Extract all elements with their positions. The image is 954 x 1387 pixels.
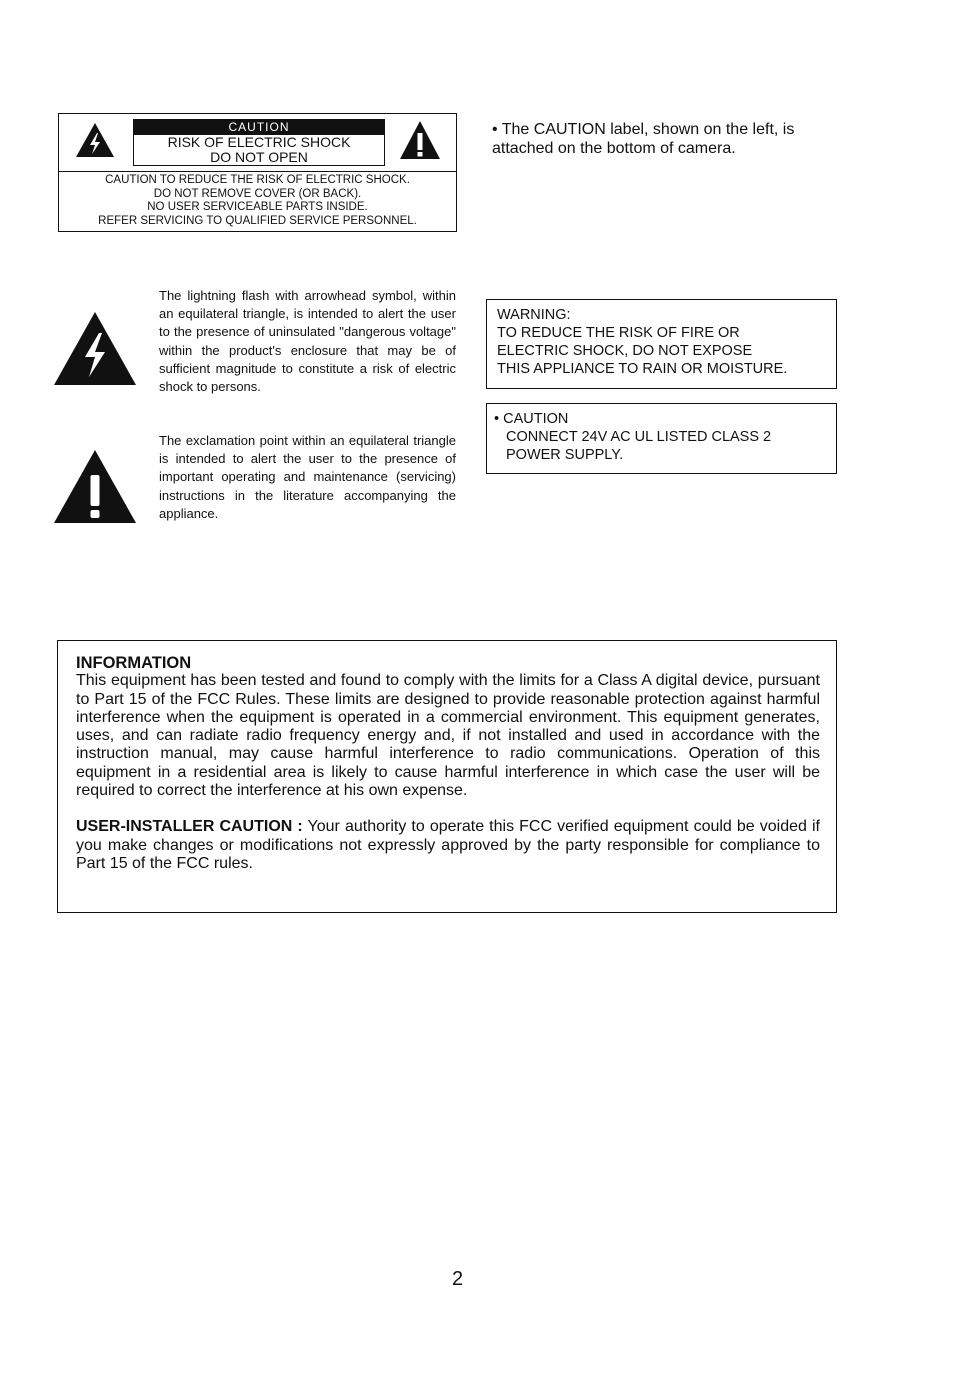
information-box: [57, 640, 837, 913]
user-installer-caution-lead: USER-INSTALLER CAUTION :: [76, 818, 303, 836]
exclamation-triangle-icon: [53, 449, 137, 529]
power-caution-line: POWER SUPPLY.: [506, 447, 624, 463]
page-number: 2: [452, 1268, 464, 1290]
exclamation-symbol-description: The exclamation point within an equilateral triangle is intended to alert the user to the presence of important operating and maintenance (servicing) instructions in the literature accompanying the appliance.: [159, 433, 456, 521]
warning-box: [486, 299, 837, 389]
caution-notice-line: CAUTION TO REDUCE THE RISK OF ELECTRIC SHOCK.: [105, 174, 410, 186]
do-not-open-line: DO NOT OPEN: [210, 149, 308, 165]
power-caution-title: • CAUTION: [494, 411, 569, 427]
fcc-compliance-paragraph: This equipment has been tested and found to comply with the limits for a Class A digital device, pursuant to Part 15 of the FCC Rules. These limits are designed to provide reasonable protection against harmful interference when the equipment is operated in a commercial environment. This equipment generates, uses, and can radiate radio frequency energy and, if not installed and used in accordance with the instruction manual, may cause harmful interference to radio communications. Operation of this equipment in a residential area is likely to cause harmful interference in which case the user will be required to correct the interference at his own expense.: [76, 672, 820, 800]
user-installer-caution-text: Your authority to operate this FCC verified equipment could be voided if you make changes or modifications not expressly approved by the party responsible for compliance to Part 15 of the FCC rules.: [76, 818, 821, 872]
lightning-triangle-icon: [75, 122, 115, 163]
power-supply-caution-box: [486, 403, 837, 474]
caution-label-header-area: [59, 114, 456, 172]
caution-header-band: CAUTION: [134, 120, 384, 135]
information-title: INFORMATION: [76, 654, 192, 672]
warning-line: ELECTRIC SHOCK, DO NOT EXPOSE: [497, 343, 753, 359]
user-installer-caution: [76, 818, 820, 873]
caution-label: [58, 113, 457, 232]
caution-notice-line: NO USER SERVICEABLE PARTS INSIDE.: [147, 201, 368, 213]
lightning-symbol-description: The lightning flash with arrowhead symbol, within an equilateral triangle, is intended to alert the user to the presence of uninsulated "dangerous voltage" within the product's enclosure that may be of sufficient magnitude to constitute a risk of electric shock to persons.: [159, 288, 456, 395]
caution-notice-line: DO NOT REMOVE COVER (OR BACK).: [153, 187, 362, 200]
power-caution-line: CONNECT 24V AC UL LISTED CLASS 2: [506, 429, 772, 445]
caution-header-box: [133, 119, 385, 166]
caution-notice: [59, 174, 456, 228]
lightning-triangle-icon: [53, 311, 137, 391]
warning-title: WARNING:: [497, 307, 571, 323]
warning-line: THIS APPLIANCE TO RAIN OR MOISTURE.: [497, 361, 788, 377]
caution-notice-line: REFER SERVICING TO QUALIFIED SERVICE PERSONNEL.: [98, 214, 417, 227]
warning-line: TO REDUCE THE RISK OF FIRE OR: [497, 325, 740, 341]
risk-line: RISK OF ELECTRIC SHOCK: [167, 134, 351, 150]
exclamation-triangle-icon: [399, 120, 441, 165]
camera-label-note: • The CAUTION label, shown on the left, is attached on the bottom of camera.: [492, 121, 795, 157]
